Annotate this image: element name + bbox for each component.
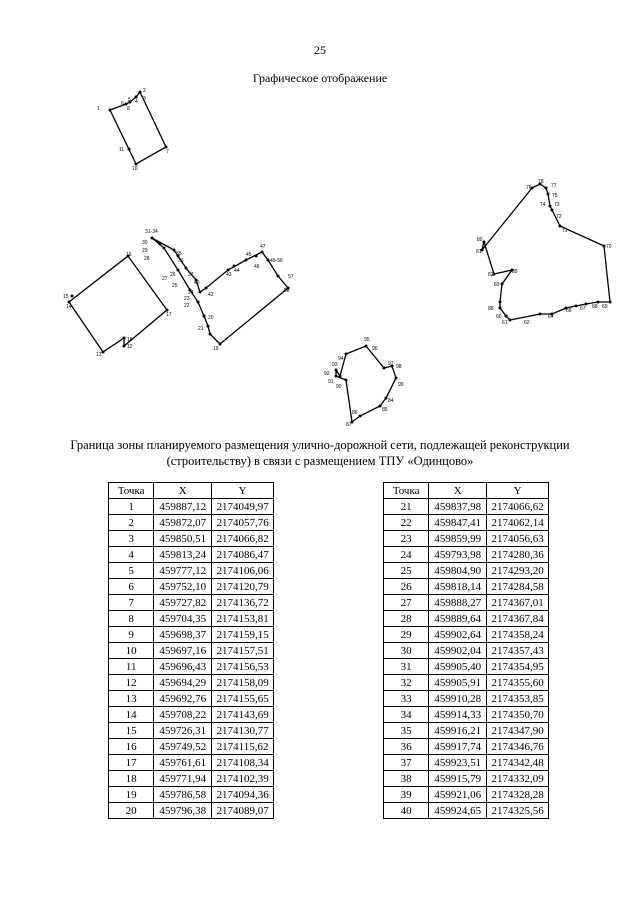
point-label: 93 bbox=[332, 362, 338, 368]
cell-x: 459804,90 bbox=[429, 563, 487, 579]
cell-x: 459813,24 bbox=[154, 547, 212, 563]
point-label: 2 bbox=[143, 88, 146, 94]
point-label: 68 bbox=[592, 304, 598, 310]
cell-point: 23 bbox=[384, 531, 429, 547]
cell-point: 7 bbox=[109, 595, 154, 611]
point-label: 42 bbox=[208, 292, 214, 298]
cell-x: 459697,16 bbox=[154, 643, 212, 659]
coordinates-table-left bbox=[108, 482, 274, 819]
cell-point: 26 bbox=[384, 579, 429, 595]
cell-x: 459923,51 bbox=[429, 755, 487, 771]
cell-y: 2174056,63 bbox=[487, 531, 549, 547]
cell-x: 459889,64 bbox=[429, 611, 487, 627]
point-label: 28 bbox=[144, 256, 150, 262]
cell-y: 2174350,70 bbox=[487, 707, 549, 723]
table-row bbox=[109, 595, 274, 611]
cell-point: 36 bbox=[384, 739, 429, 755]
cell-y: 2174066,82 bbox=[212, 531, 274, 547]
cell-y: 2174066,62 bbox=[487, 499, 549, 515]
table-row bbox=[109, 755, 274, 771]
cell-point: 21 bbox=[384, 499, 429, 515]
point-label: 84 bbox=[388, 398, 394, 404]
cell-x: 459872,07 bbox=[154, 515, 212, 531]
table-row bbox=[109, 707, 274, 723]
cell-x: 459761,61 bbox=[154, 755, 212, 771]
point-label: 30 bbox=[142, 240, 148, 246]
cell-y: 2174062,14 bbox=[487, 515, 549, 531]
cell-x: 459837,98 bbox=[429, 499, 487, 515]
cell-point: 20 bbox=[109, 803, 154, 819]
cell-point: 19 bbox=[109, 787, 154, 803]
point-label: 6 bbox=[121, 101, 124, 107]
point-label: 82 bbox=[488, 272, 494, 278]
cell-y: 2174367,84 bbox=[487, 611, 549, 627]
cell-x: 459777,12 bbox=[154, 563, 212, 579]
cell-y: 2174049,97 bbox=[212, 499, 274, 515]
point-label: 19 bbox=[213, 346, 219, 352]
cell-point: 27 bbox=[384, 595, 429, 611]
scheme-group-4 bbox=[476, 179, 612, 326]
table-row bbox=[384, 499, 549, 515]
point-label: 60 bbox=[496, 314, 502, 320]
point-label: 1 bbox=[97, 106, 100, 112]
table-row bbox=[384, 739, 549, 755]
point-label: 69 bbox=[602, 304, 608, 310]
coordinates-table-right bbox=[383, 482, 549, 819]
point-label: 95 bbox=[364, 337, 370, 343]
cell-y: 2174115,62 bbox=[212, 739, 274, 755]
point-label: 18 bbox=[127, 337, 133, 343]
column-header-y: Y bbox=[487, 483, 549, 499]
cell-point: 12 bbox=[109, 675, 154, 691]
point-label: 4 bbox=[135, 99, 138, 105]
cell-x: 459708,22 bbox=[154, 707, 212, 723]
cell-point: 39 bbox=[384, 787, 429, 803]
cell-x: 459905,91 bbox=[429, 675, 487, 691]
cell-y: 2174156,53 bbox=[212, 659, 274, 675]
cell-point: 29 bbox=[384, 627, 429, 643]
cell-point: 6 bbox=[109, 579, 154, 595]
cell-point: 17 bbox=[109, 755, 154, 771]
table-row bbox=[384, 691, 549, 707]
table-row bbox=[109, 771, 274, 787]
page-number: 25 bbox=[314, 43, 326, 57]
point-label: 47 bbox=[260, 244, 266, 250]
table-row bbox=[384, 787, 549, 803]
point-label: 94 bbox=[338, 356, 344, 362]
cell-point: 37 bbox=[384, 755, 429, 771]
table-row bbox=[109, 787, 274, 803]
point-label: 61 bbox=[502, 320, 508, 326]
cell-x: 459905,40 bbox=[429, 659, 487, 675]
cell-y: 2174057,76 bbox=[212, 515, 274, 531]
point-label: 58 bbox=[284, 288, 290, 294]
cell-y: 2174094,36 bbox=[212, 787, 274, 803]
cell-y: 2174157,51 bbox=[212, 643, 274, 659]
point-label: 37 bbox=[188, 272, 194, 278]
cell-point: 15 bbox=[109, 723, 154, 739]
point-label: 73 bbox=[554, 202, 560, 208]
table-row bbox=[109, 675, 274, 691]
table-row bbox=[384, 675, 549, 691]
cell-x: 459850,51 bbox=[154, 531, 212, 547]
cell-x: 459818,14 bbox=[429, 579, 487, 595]
point-label: 91 bbox=[328, 379, 334, 385]
table-row bbox=[384, 771, 549, 787]
cell-x: 459749,52 bbox=[154, 739, 212, 755]
table-row bbox=[109, 611, 274, 627]
point-label: 90 bbox=[336, 384, 342, 390]
point-label: 80 bbox=[477, 237, 483, 243]
point-label: 27 bbox=[162, 276, 168, 282]
cell-y: 2174293,20 bbox=[487, 563, 549, 579]
point-label: 17 bbox=[166, 312, 172, 318]
scheme-group-3 bbox=[142, 229, 294, 352]
cell-point: 4 bbox=[109, 547, 154, 563]
point-label: 25 bbox=[172, 283, 178, 289]
cell-x: 459796,38 bbox=[154, 803, 212, 819]
table-row bbox=[109, 659, 274, 675]
point-label: 7 bbox=[166, 149, 169, 155]
point-label: 16 bbox=[126, 252, 132, 258]
cell-point: 5 bbox=[109, 563, 154, 579]
table-row bbox=[384, 803, 549, 819]
table-row bbox=[384, 707, 549, 723]
point-label: 85 bbox=[382, 407, 388, 413]
table-header-row bbox=[109, 483, 274, 499]
cell-x: 459921,06 bbox=[429, 787, 487, 803]
cell-x: 459859,99 bbox=[429, 531, 487, 547]
table-row bbox=[384, 723, 549, 739]
cell-x: 459887,12 bbox=[154, 499, 212, 515]
cell-point: 9 bbox=[109, 627, 154, 643]
table-row bbox=[109, 739, 274, 755]
cell-y: 2174108,34 bbox=[212, 755, 274, 771]
cell-x: 459752,10 bbox=[154, 579, 212, 595]
cell-x: 459924,65 bbox=[429, 803, 487, 819]
column-header-point: Точка bbox=[384, 483, 429, 499]
cell-x: 459694,29 bbox=[154, 675, 212, 691]
table-row bbox=[384, 627, 549, 643]
cell-x: 459914,33 bbox=[429, 707, 487, 723]
cell-x: 459915,79 bbox=[429, 771, 487, 787]
table-row bbox=[384, 531, 549, 547]
table-row bbox=[109, 547, 274, 563]
cell-point: 2 bbox=[109, 515, 154, 531]
cell-y: 2174086,47 bbox=[212, 547, 274, 563]
point-label: 5 bbox=[128, 97, 131, 103]
cell-y: 2174106,06 bbox=[212, 563, 274, 579]
point-label: 77 bbox=[551, 183, 557, 189]
point-label: 62 bbox=[524, 320, 530, 326]
cell-x: 459916,21 bbox=[429, 723, 487, 739]
cell-x: 459888,27 bbox=[429, 595, 487, 611]
cell-x: 459902,64 bbox=[429, 627, 487, 643]
cell-point: 14 bbox=[109, 707, 154, 723]
table-row bbox=[384, 579, 549, 595]
cell-x: 459704,35 bbox=[154, 611, 212, 627]
column-header-y: Y bbox=[212, 483, 274, 499]
table-row bbox=[109, 803, 274, 819]
cell-y: 2174328,28 bbox=[487, 787, 549, 803]
point-label: 11 bbox=[119, 147, 125, 153]
table-row bbox=[384, 595, 549, 611]
point-label: 67 bbox=[580, 306, 586, 312]
cell-point: 22 bbox=[384, 515, 429, 531]
point-label: 21 bbox=[198, 326, 204, 332]
cell-point: 30 bbox=[384, 643, 429, 659]
point-label: 46 bbox=[254, 264, 260, 270]
cell-y: 2174353,85 bbox=[487, 691, 549, 707]
table-row bbox=[384, 643, 549, 659]
cell-y: 2174280,36 bbox=[487, 547, 549, 563]
point-label: 64 bbox=[548, 314, 554, 320]
point-label: 75 bbox=[552, 193, 558, 199]
cell-x: 459786,58 bbox=[154, 787, 212, 803]
cell-point: 32 bbox=[384, 675, 429, 691]
cell-x: 459793,98 bbox=[429, 547, 487, 563]
point-label: 23 bbox=[184, 296, 190, 302]
cell-y: 2174120,79 bbox=[212, 579, 274, 595]
point-label: 74 bbox=[540, 202, 546, 208]
cell-point: 8 bbox=[109, 611, 154, 627]
cell-x: 459727,82 bbox=[154, 595, 212, 611]
point-label: 22 bbox=[184, 303, 190, 309]
figure-title: Графическое отображение bbox=[252, 71, 388, 85]
cell-y: 2174342,48 bbox=[487, 755, 549, 771]
cell-y: 2174367,01 bbox=[487, 595, 549, 611]
column-header-x: X bbox=[429, 483, 487, 499]
cell-point: 1 bbox=[109, 499, 154, 515]
table-row bbox=[109, 515, 274, 531]
cell-x: 459692,76 bbox=[154, 691, 212, 707]
point-label: 45 bbox=[246, 252, 252, 258]
table-row bbox=[384, 659, 549, 675]
point-label: 70 bbox=[606, 244, 612, 250]
point-label: 78 bbox=[538, 179, 544, 185]
table-row bbox=[109, 499, 274, 515]
boundary-scheme bbox=[0, 80, 640, 430]
table-row bbox=[384, 563, 549, 579]
table-row bbox=[109, 643, 274, 659]
cell-x: 459698,37 bbox=[154, 627, 212, 643]
cell-x: 459917,74 bbox=[429, 739, 487, 755]
point-label: 24 bbox=[188, 290, 194, 296]
point-label: 88 bbox=[488, 306, 494, 312]
table-row bbox=[109, 627, 274, 643]
point-label: 29 bbox=[142, 248, 148, 254]
cell-y: 2174358,24 bbox=[487, 627, 549, 643]
point-label: 57 bbox=[288, 274, 294, 280]
cell-y: 2174153,81 bbox=[212, 611, 274, 627]
table-row bbox=[109, 563, 274, 579]
cell-point: 13 bbox=[109, 691, 154, 707]
point-label: 15 bbox=[63, 294, 69, 300]
cell-x: 459771,94 bbox=[154, 771, 212, 787]
column-header-point: Точка bbox=[109, 483, 154, 499]
point-label: 20 bbox=[208, 315, 214, 321]
point-label: 92 bbox=[324, 371, 330, 377]
point-label: 44 bbox=[234, 268, 240, 274]
point-label: 31-34 bbox=[145, 229, 158, 235]
table-row bbox=[384, 611, 549, 627]
point-label: 87 bbox=[346, 422, 352, 428]
point-label: 49-56 bbox=[270, 258, 283, 264]
cell-y: 2174332,09 bbox=[487, 771, 549, 787]
cell-y: 2174325,56 bbox=[487, 803, 549, 819]
table-row bbox=[109, 723, 274, 739]
cell-y: 2174136,72 bbox=[212, 595, 274, 611]
point-label: 72 bbox=[556, 214, 562, 220]
cell-y: 2174158,09 bbox=[212, 675, 274, 691]
point-label: 86 bbox=[352, 410, 358, 416]
cell-point: 3 bbox=[109, 531, 154, 547]
point-label: 14 bbox=[66, 304, 72, 310]
table-row bbox=[109, 579, 274, 595]
point-label: 36 bbox=[178, 258, 184, 264]
point-label: 66 bbox=[566, 308, 572, 314]
cell-y: 2174354,95 bbox=[487, 659, 549, 675]
cell-point: 31 bbox=[384, 659, 429, 675]
point-label: 81 bbox=[476, 249, 482, 255]
cell-point: 34 bbox=[384, 707, 429, 723]
cell-point: 38 bbox=[384, 771, 429, 787]
point-label: 98 bbox=[396, 364, 402, 370]
cell-x: 459847,41 bbox=[429, 515, 487, 531]
point-label: 40 bbox=[194, 280, 200, 286]
scheme-group-1 bbox=[97, 88, 169, 172]
table-caption: Граница зоны планируемого размещения улично-дорожной сети, подлежащей реконструкции (строительству) в связи с размещением ТПУ «Одинцово» bbox=[70, 438, 570, 468]
point-label: 89 bbox=[512, 269, 518, 275]
point-label: 71 bbox=[562, 228, 568, 234]
table-header-row bbox=[384, 483, 549, 499]
point-label: 97 bbox=[388, 361, 394, 367]
table-row bbox=[384, 515, 549, 531]
table-row bbox=[384, 547, 549, 563]
point-label: 26 bbox=[170, 272, 176, 278]
cell-y: 2174355,60 bbox=[487, 675, 549, 691]
cell-point: 40 bbox=[384, 803, 429, 819]
cell-y: 2174102,39 bbox=[212, 771, 274, 787]
cell-point: 10 bbox=[109, 643, 154, 659]
cell-x: 459696,43 bbox=[154, 659, 212, 675]
scheme-group-5 bbox=[324, 337, 404, 428]
point-label: 13 bbox=[96, 352, 102, 358]
cell-point: 11 bbox=[109, 659, 154, 675]
cell-point: 28 bbox=[384, 611, 429, 627]
cell-point: 35 bbox=[384, 723, 429, 739]
cell-y: 2174143,69 bbox=[212, 707, 274, 723]
cell-point: 33 bbox=[384, 691, 429, 707]
cell-point: 24 bbox=[384, 547, 429, 563]
scheme-group-2 bbox=[63, 252, 172, 358]
point-label: 10 bbox=[132, 166, 138, 172]
cell-y: 2174130,77 bbox=[212, 723, 274, 739]
point-label: 96 bbox=[372, 346, 378, 352]
cell-y: 2174155,65 bbox=[212, 691, 274, 707]
cell-point: 25 bbox=[384, 563, 429, 579]
table-row bbox=[384, 755, 549, 771]
cell-y: 2174346,76 bbox=[487, 739, 549, 755]
point-label: 35 bbox=[176, 251, 182, 257]
point-label: 76 bbox=[526, 185, 532, 191]
point-label: 3 bbox=[143, 96, 146, 102]
cell-point: 16 bbox=[109, 739, 154, 755]
point-label: 8 bbox=[127, 106, 130, 112]
table-row bbox=[109, 531, 274, 547]
column-header-x: X bbox=[154, 483, 212, 499]
cell-point: 18 bbox=[109, 771, 154, 787]
cell-y: 2174089,07 bbox=[212, 803, 274, 819]
cell-y: 2174357,43 bbox=[487, 643, 549, 659]
cell-y: 2174284,58 bbox=[487, 579, 549, 595]
cell-x: 459726,31 bbox=[154, 723, 212, 739]
point-label: 99 bbox=[398, 382, 404, 388]
cell-y: 2174347,90 bbox=[487, 723, 549, 739]
point-label: 12 bbox=[127, 344, 133, 350]
cell-x: 459902,04 bbox=[429, 643, 487, 659]
cell-x: 459910,28 bbox=[429, 691, 487, 707]
point-label: 43 bbox=[226, 272, 232, 278]
table-row bbox=[109, 691, 274, 707]
point-label: 83 bbox=[494, 282, 500, 288]
cell-y: 2174159,15 bbox=[212, 627, 274, 643]
